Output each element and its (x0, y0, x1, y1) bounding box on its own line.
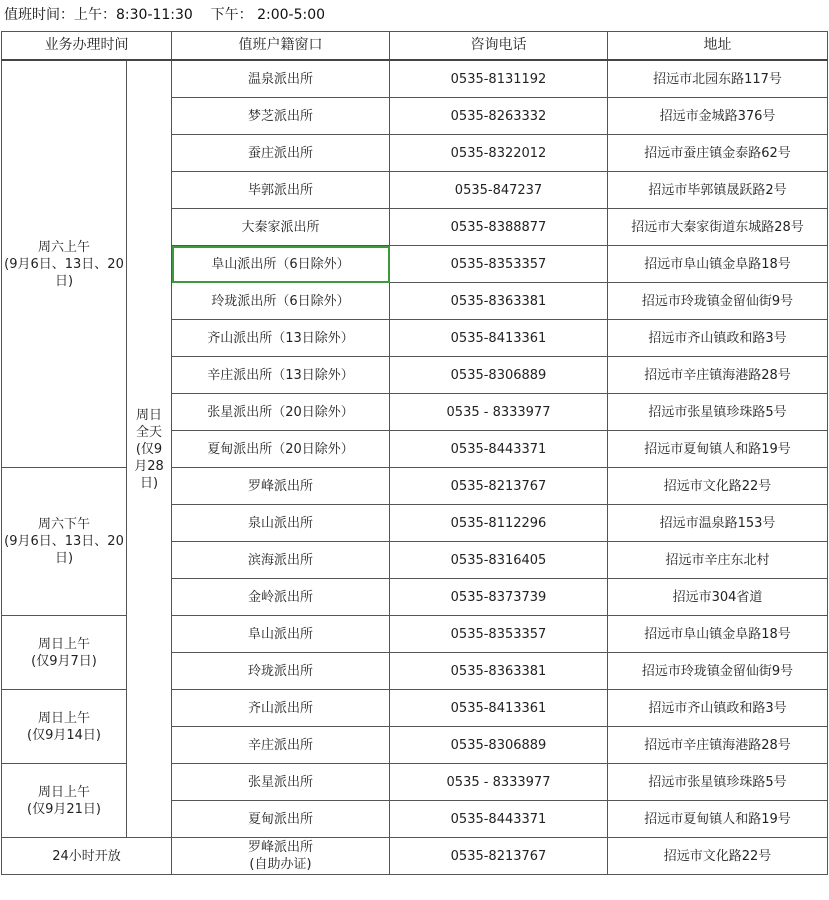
station-cell: 阜山派出所 (172, 616, 390, 653)
header-station-window: 值班户籍窗口 (172, 32, 390, 61)
station-cell: 蚕庄派出所 (172, 135, 390, 172)
station-cell: 齐山派出所 (172, 690, 390, 727)
address-cell: 招远市文化路22号 (608, 838, 828, 875)
phone-cell: 0535-8213767 (390, 838, 608, 875)
phone-cell: 0535-8443371 (390, 431, 608, 468)
time-group-cell: 周日上午 (仅9月14日) (2, 690, 127, 764)
phone-cell: 0535-8316405 (390, 542, 608, 579)
station-cell: 夏甸派出所（20日除外） (172, 431, 390, 468)
phone-cell: 0535-8413361 (390, 690, 608, 727)
time-group-cell: 周日上午 (仅9月21日) (2, 764, 127, 838)
station-cell: 滨海派出所 (172, 542, 390, 579)
phone-cell: 0535-8263332 (390, 98, 608, 135)
station-cell: 辛庄派出所 (172, 727, 390, 764)
time-group-cell: 周六下午 (9月6日、13日、20日) (2, 468, 127, 616)
address-cell: 招远市辛庄镇海港路28号 (608, 357, 828, 394)
station-cell: 梦芝派出所 (172, 98, 390, 135)
address-cell: 招远市齐山镇政和路3号 (608, 690, 828, 727)
header-row (2, 32, 828, 61)
address-cell: 招远市阜山镇金阜路18号 (608, 616, 828, 653)
station-cell: 金岭派出所 (172, 579, 390, 616)
address-cell: 招远市毕郭镇晟跃路2号 (608, 172, 828, 209)
phone-cell: 0535-8443371 (390, 801, 608, 838)
phone-cell: 0535-847237 (390, 172, 608, 209)
address-cell: 招远市温泉路153号 (608, 505, 828, 542)
phone-cell: 0535-8112296 (390, 505, 608, 542)
table-row (2, 764, 828, 801)
phone-cell: 0535-8306889 (390, 727, 608, 764)
address-cell: 招远市夏甸镇人和路19号 (608, 801, 828, 838)
phone-cell: 0535 - 8333977 (390, 394, 608, 431)
table-row (2, 616, 828, 653)
address-cell: 招远市304省道 (608, 579, 828, 616)
address-cell: 招远市金城路376号 (608, 98, 828, 135)
phone-cell: 0535-8353357 (390, 616, 608, 653)
station-cell: 泉山派出所 (172, 505, 390, 542)
table-row (2, 838, 828, 875)
table-body (2, 32, 828, 875)
phone-cell: 0535-8322012 (390, 135, 608, 172)
time-group-cell: 24小时开放 (2, 838, 172, 875)
time-group-cell: 周日上午 (仅9月7日) (2, 616, 127, 690)
address-cell: 招远市夏甸镇人和路19号 (608, 431, 828, 468)
station-cell: 罗峰派出所 (172, 468, 390, 505)
phone-cell: 0535-8373739 (390, 579, 608, 616)
address-cell: 招远市张星镇珍珠路5号 (608, 394, 828, 431)
station-cell: 阜山派出所（6日除外） (172, 246, 390, 283)
station-cell: 玲珑派出所（6日除外） (172, 283, 390, 320)
station-cell: 大秦家派出所 (172, 209, 390, 246)
phone-cell: 0535-8388877 (390, 209, 608, 246)
station-cell: 夏甸派出所 (172, 801, 390, 838)
station-cell: 张星派出所 (172, 764, 390, 801)
address-cell: 招远市北园东路117号 (608, 60, 828, 98)
duty-schedule-table (1, 31, 828, 875)
time-group-cell: 周六上午 (9月6日、13日、20日) (2, 60, 127, 468)
station-cell: 辛庄派出所（13日除外） (172, 357, 390, 394)
phone-cell: 0535-8413361 (390, 320, 608, 357)
station-cell: 齐山派出所（13日除外） (172, 320, 390, 357)
phone-cell: 0535-8213767 (390, 468, 608, 505)
header-address: 地址 (608, 32, 828, 61)
station-cell: 张星派出所（20日除外） (172, 394, 390, 431)
phone-cell: 0535-8353357 (390, 246, 608, 283)
address-cell: 招远市玲珑镇金留仙街9号 (608, 283, 828, 320)
phone-cell: 0535-8131192 (390, 60, 608, 98)
table-row (2, 468, 828, 505)
address-cell: 招远市蚕庄镇金泰路62号 (608, 135, 828, 172)
station-cell: 玲珑派出所 (172, 653, 390, 690)
station-cell: 罗峰派出所 (自助办证) (172, 838, 390, 875)
phone-cell: 0535-8363381 (390, 653, 608, 690)
address-cell: 招远市阜山镇金阜路18号 (608, 246, 828, 283)
phone-cell: 0535 - 8333977 (390, 764, 608, 801)
address-cell: 招远市张星镇珍珠路5号 (608, 764, 828, 801)
station-cell: 温泉派出所 (172, 60, 390, 98)
sunday-full-day-cell: 周日全天(仅9月28日) (127, 60, 172, 838)
address-cell: 招远市文化路22号 (608, 468, 828, 505)
station-cell: 毕郭派出所 (172, 172, 390, 209)
duty-hours-line: 值班时间：上午：8:30-11:30 下午： 2:00-5:00 (4, 7, 326, 23)
address-cell: 招远市大秦家街道东城路28号 (608, 209, 828, 246)
address-cell: 招远市齐山镇政和路3号 (608, 320, 828, 357)
address-cell: 招远市玲珑镇金留仙街9号 (608, 653, 828, 690)
header-business-time: 业务办理时间 (2, 32, 172, 61)
address-cell: 招远市辛庄镇海港路28号 (608, 727, 828, 764)
phone-cell: 0535-8363381 (390, 283, 608, 320)
table-row (2, 690, 828, 727)
phone-cell: 0535-8306889 (390, 357, 608, 394)
address-cell: 招远市辛庄东北村 (608, 542, 828, 579)
header-phone: 咨询电话 (390, 32, 608, 61)
table-row (2, 60, 828, 98)
